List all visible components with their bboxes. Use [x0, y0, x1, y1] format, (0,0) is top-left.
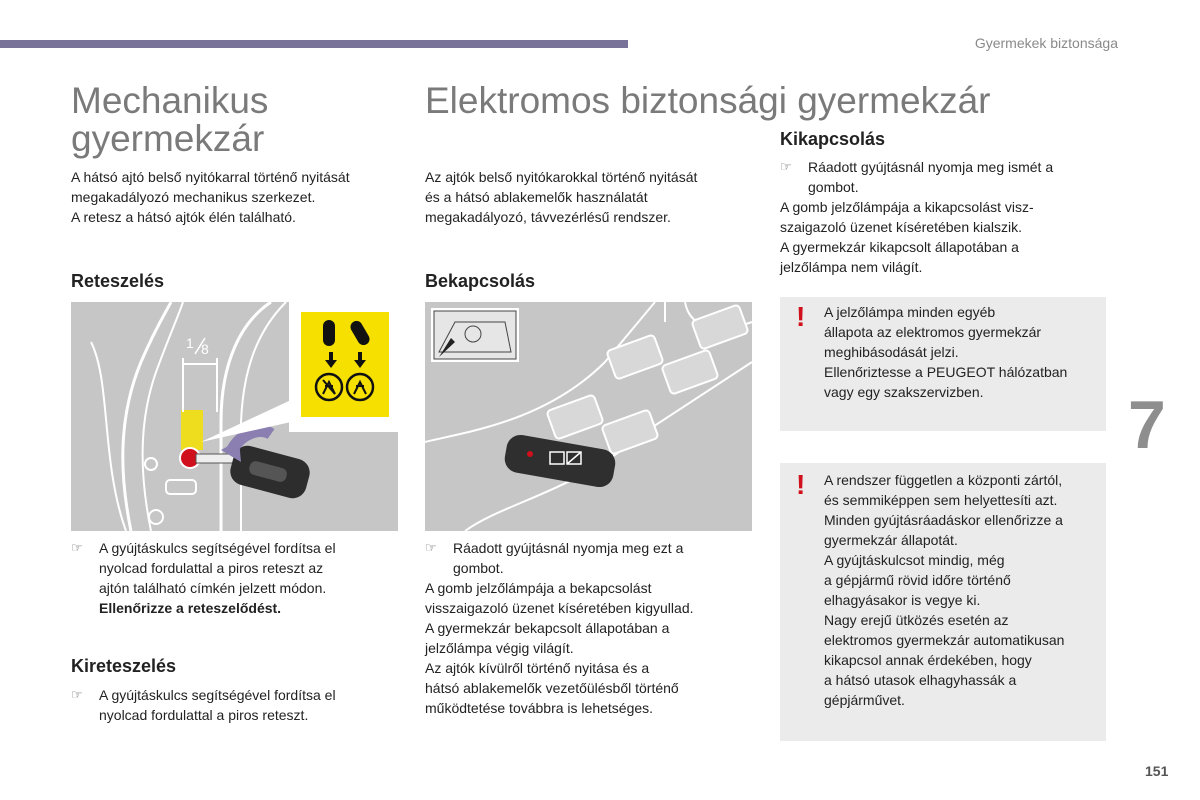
deactivation-bullet-line: gombot.	[808, 179, 859, 195]
warning-icon: !	[796, 301, 806, 332]
pointing-hand-icon: ☞	[71, 540, 83, 555]
intro-line: megakadályozó, távvezérlésű rendszer.	[425, 209, 671, 225]
warning-line: Minden gyújtásráadáskor ellenőrizze a	[824, 512, 1063, 528]
warning-line: elhagyásakor is vegye ki.	[824, 592, 981, 608]
switch-panel-drawing	[425, 302, 752, 531]
intro-line: A hátsó ajtó belső nyitókarral történő nyitását	[71, 169, 350, 185]
activation-text-line: A gomb jelzőlámpája a bekapcsolást	[425, 580, 652, 596]
warning-line: Nagy erejű ütközés esetén az	[824, 612, 1009, 628]
lock-step-line: A gyújtáskulcs segítségével fordítsa el	[99, 540, 336, 556]
title-line-1: Mechanikus	[71, 80, 269, 121]
header-accent-bar	[0, 40, 628, 48]
deactivation-text-line: szaigazoló üzenet kíséretében kialszik.	[780, 219, 1023, 235]
fraction-denominator: 8	[201, 341, 209, 357]
intro-line: megakadályozó mechanikus szerkezet.	[71, 189, 316, 205]
pointing-hand-icon: ☞	[71, 687, 83, 702]
deactivation-bullet	[780, 157, 1110, 197]
warning-line: és semmiképpen sem helyettesíti azt.	[824, 492, 1058, 508]
warning-line: kikapcsol annak érdekében, hogy	[824, 652, 1032, 668]
page-title-electric: Elektromos biztonsági gyermekzár	[425, 80, 991, 121]
activation-text-line: jelzőlámpa végig világít.	[425, 640, 574, 656]
warning-line: gyermekzár állapotát.	[824, 532, 958, 548]
warning-line: vagy egy szakszervizben.	[824, 384, 984, 400]
chapter-number: 7	[1128, 387, 1166, 463]
title-line-2: gyermekzár	[71, 118, 265, 159]
mechanical-intro	[71, 167, 401, 227]
activation-bullet-line: gombot.	[453, 560, 504, 576]
activation-text-line: hátsó ablakemelők vezetőülésből történő	[425, 680, 679, 696]
warning-line: A rendszer független a központi zártól,	[824, 472, 1063, 488]
activation-bullet-line: Ráadott gyújtásnál nyomja meg ezt a	[453, 540, 684, 556]
activation-text-line: működtetése továbbra is lehetséges.	[425, 700, 654, 716]
activation-heading: Bekapcsolás	[425, 271, 536, 291]
door-lock-illustration	[71, 302, 398, 531]
deactivation-heading: Kikapcsolás	[780, 129, 886, 149]
fraction-numerator: 1	[186, 335, 194, 351]
intro-line: Az ajtók belső nyitókarokkal történő nyitását	[425, 169, 698, 185]
activation-instructions	[425, 538, 755, 718]
deactivation-text-line: A gomb jelzőlámpája a kikapcsolást visz-	[780, 199, 1034, 215]
page-number: 151	[1145, 763, 1169, 779]
activation-text-line: A gyermekzár bekapcsolt állapotában a	[425, 620, 670, 636]
deactivation-bullet-line: Ráadott gyújtásnál nyomja meg ismét a	[808, 159, 1054, 175]
warning-line: a gépjármű rövid időre történő	[824, 572, 1011, 588]
warning-box-malfunction	[780, 297, 1106, 431]
warning-line: a hátsó utasok elhagyhassák a	[824, 672, 1017, 688]
intro-line: és a hátsó ablakemelők használatát	[425, 189, 648, 205]
unlock-bullet	[71, 685, 401, 725]
intro-line: A retesz a hátsó ajtók élén található.	[71, 209, 296, 225]
lock-step-line: nyolcad fordulattal a piros reteszt az	[99, 560, 324, 576]
warning-line: állapota az elektromos gyermekzár	[824, 324, 1042, 340]
lock-bullet	[71, 538, 401, 618]
door-lock-drawing	[71, 302, 398, 531]
deactivation-instructions	[780, 157, 1110, 277]
warning-box-central-lock	[780, 463, 1106, 741]
warning-line: Ellenőriztesse a PEUGEOT hálózatban	[824, 364, 1068, 380]
warning-line: A jelzőlámpa minden egyéb	[824, 304, 996, 320]
window-switch-panel-illustration	[425, 302, 752, 531]
page-title-mechanical	[71, 82, 268, 158]
electric-intro	[425, 167, 755, 227]
activation-text-line: Az ajtók kívülről történő nyitása és a	[425, 660, 650, 676]
warning-icon: !	[796, 469, 806, 500]
warning-line: elektromos gyermekzár automatikusan	[824, 632, 1065, 648]
pointing-hand-icon: ☞	[780, 159, 792, 174]
lock-heading: Reteszelés	[71, 271, 165, 291]
lock-instructions	[71, 538, 401, 618]
unlock-heading: Kireteszelés	[71, 656, 177, 676]
section-title: Gyermekek biztonsága	[974, 35, 1118, 51]
warning-line: gépjárművet.	[824, 692, 905, 708]
warning-text	[824, 302, 1096, 402]
deactivation-text-line: jelzőlámpa nem világít.	[780, 259, 923, 275]
warning-line: A gyújtáskulcsot mindig, még	[824, 552, 1005, 568]
unlock-step-line: A gyújtáskulcs segítségével fordítsa el	[99, 687, 336, 703]
activation-text-line: visszaigazoló üzenet kíséretében kigyullad.	[425, 600, 694, 616]
unlock-step-line: nyolcad fordulattal a piros reteszt.	[99, 707, 309, 723]
warning-text	[824, 470, 1096, 710]
activation-bullet	[425, 538, 755, 578]
lock-step-line: ajtón található címkén jelzett módon.	[99, 580, 327, 596]
warning-line: meghibásodását jelzi.	[824, 344, 959, 360]
unlock-instructions	[71, 685, 401, 725]
pointing-hand-icon: ☞	[425, 540, 437, 555]
lock-check-text: Ellenőrizze a reteszelődést.	[99, 600, 282, 616]
deactivation-text-line: A gyermekzár kikapcsolt állapotában a	[780, 239, 1019, 255]
